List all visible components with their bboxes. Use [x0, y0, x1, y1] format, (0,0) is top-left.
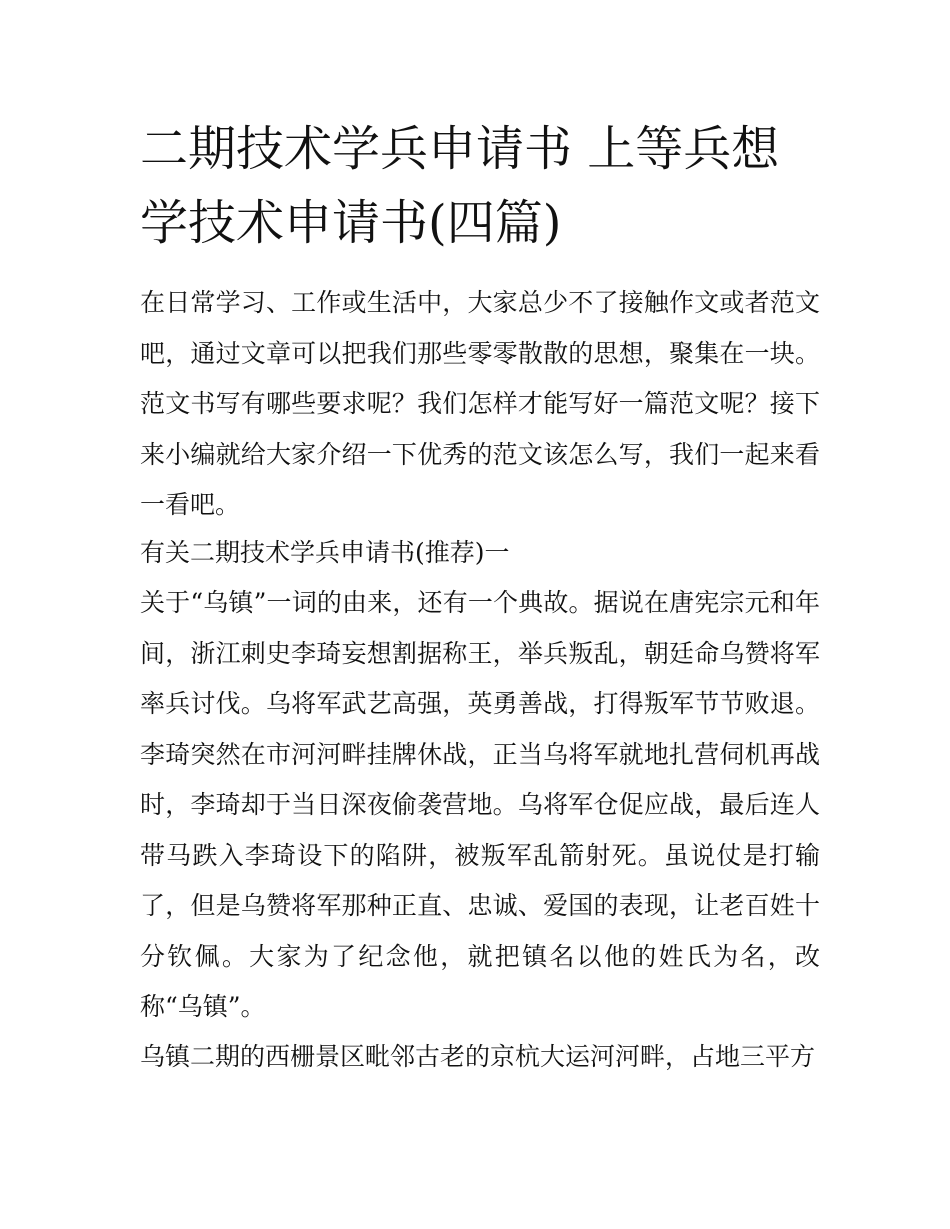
- story-paragraph: 关于“乌镇”一词的由来，还有一个典故。据说在唐宪宗元和年间，浙江刺史李琦妄想割据称王，举兵叛乱，朝廷命乌赞将军率兵讨伐。乌将军武艺高强，英勇善战，打得叛军节节败退。李琦突然在市河河畔挂牌休战，正当乌将军就地扎营伺机再战时，李琦却于当日深夜偷袭营地。乌将军仓促应战，最后连人带马跌入李琦设下的陷阱，被叛军乱箭射死。虽说仗是打输了，但是乌赞将军那种正直、忠诚、爱国的表现，让老百姓十分钦佩。大家为了纪念他，就把镇名以他的姓氏为名，改称“乌镇”。: [140, 588, 820, 1021]
- continuation-paragraph: 乌镇二期的西栅景区毗邻古老的京杭大运河河畔，占地三平方: [140, 1042, 816, 1071]
- intro-paragraph: 在日常学习、工作或生活中，大家总少不了接触作文或者范文吧，通过文章可以把我们那些零零散散的思想，聚集在一块。范文书写有哪些要求呢？我们怎样才能写好一篇范文呢？接下来小编就给大家介绍一下优秀的范文该怎么写，我们一起来看一看吧。: [140, 288, 820, 519]
- section-heading: 有关二期技术学兵申请书(推荐)一: [140, 538, 510, 567]
- document-title: 二期技术学兵申请书 上等兵想学技术申请书(四篇): [140, 121, 780, 251]
